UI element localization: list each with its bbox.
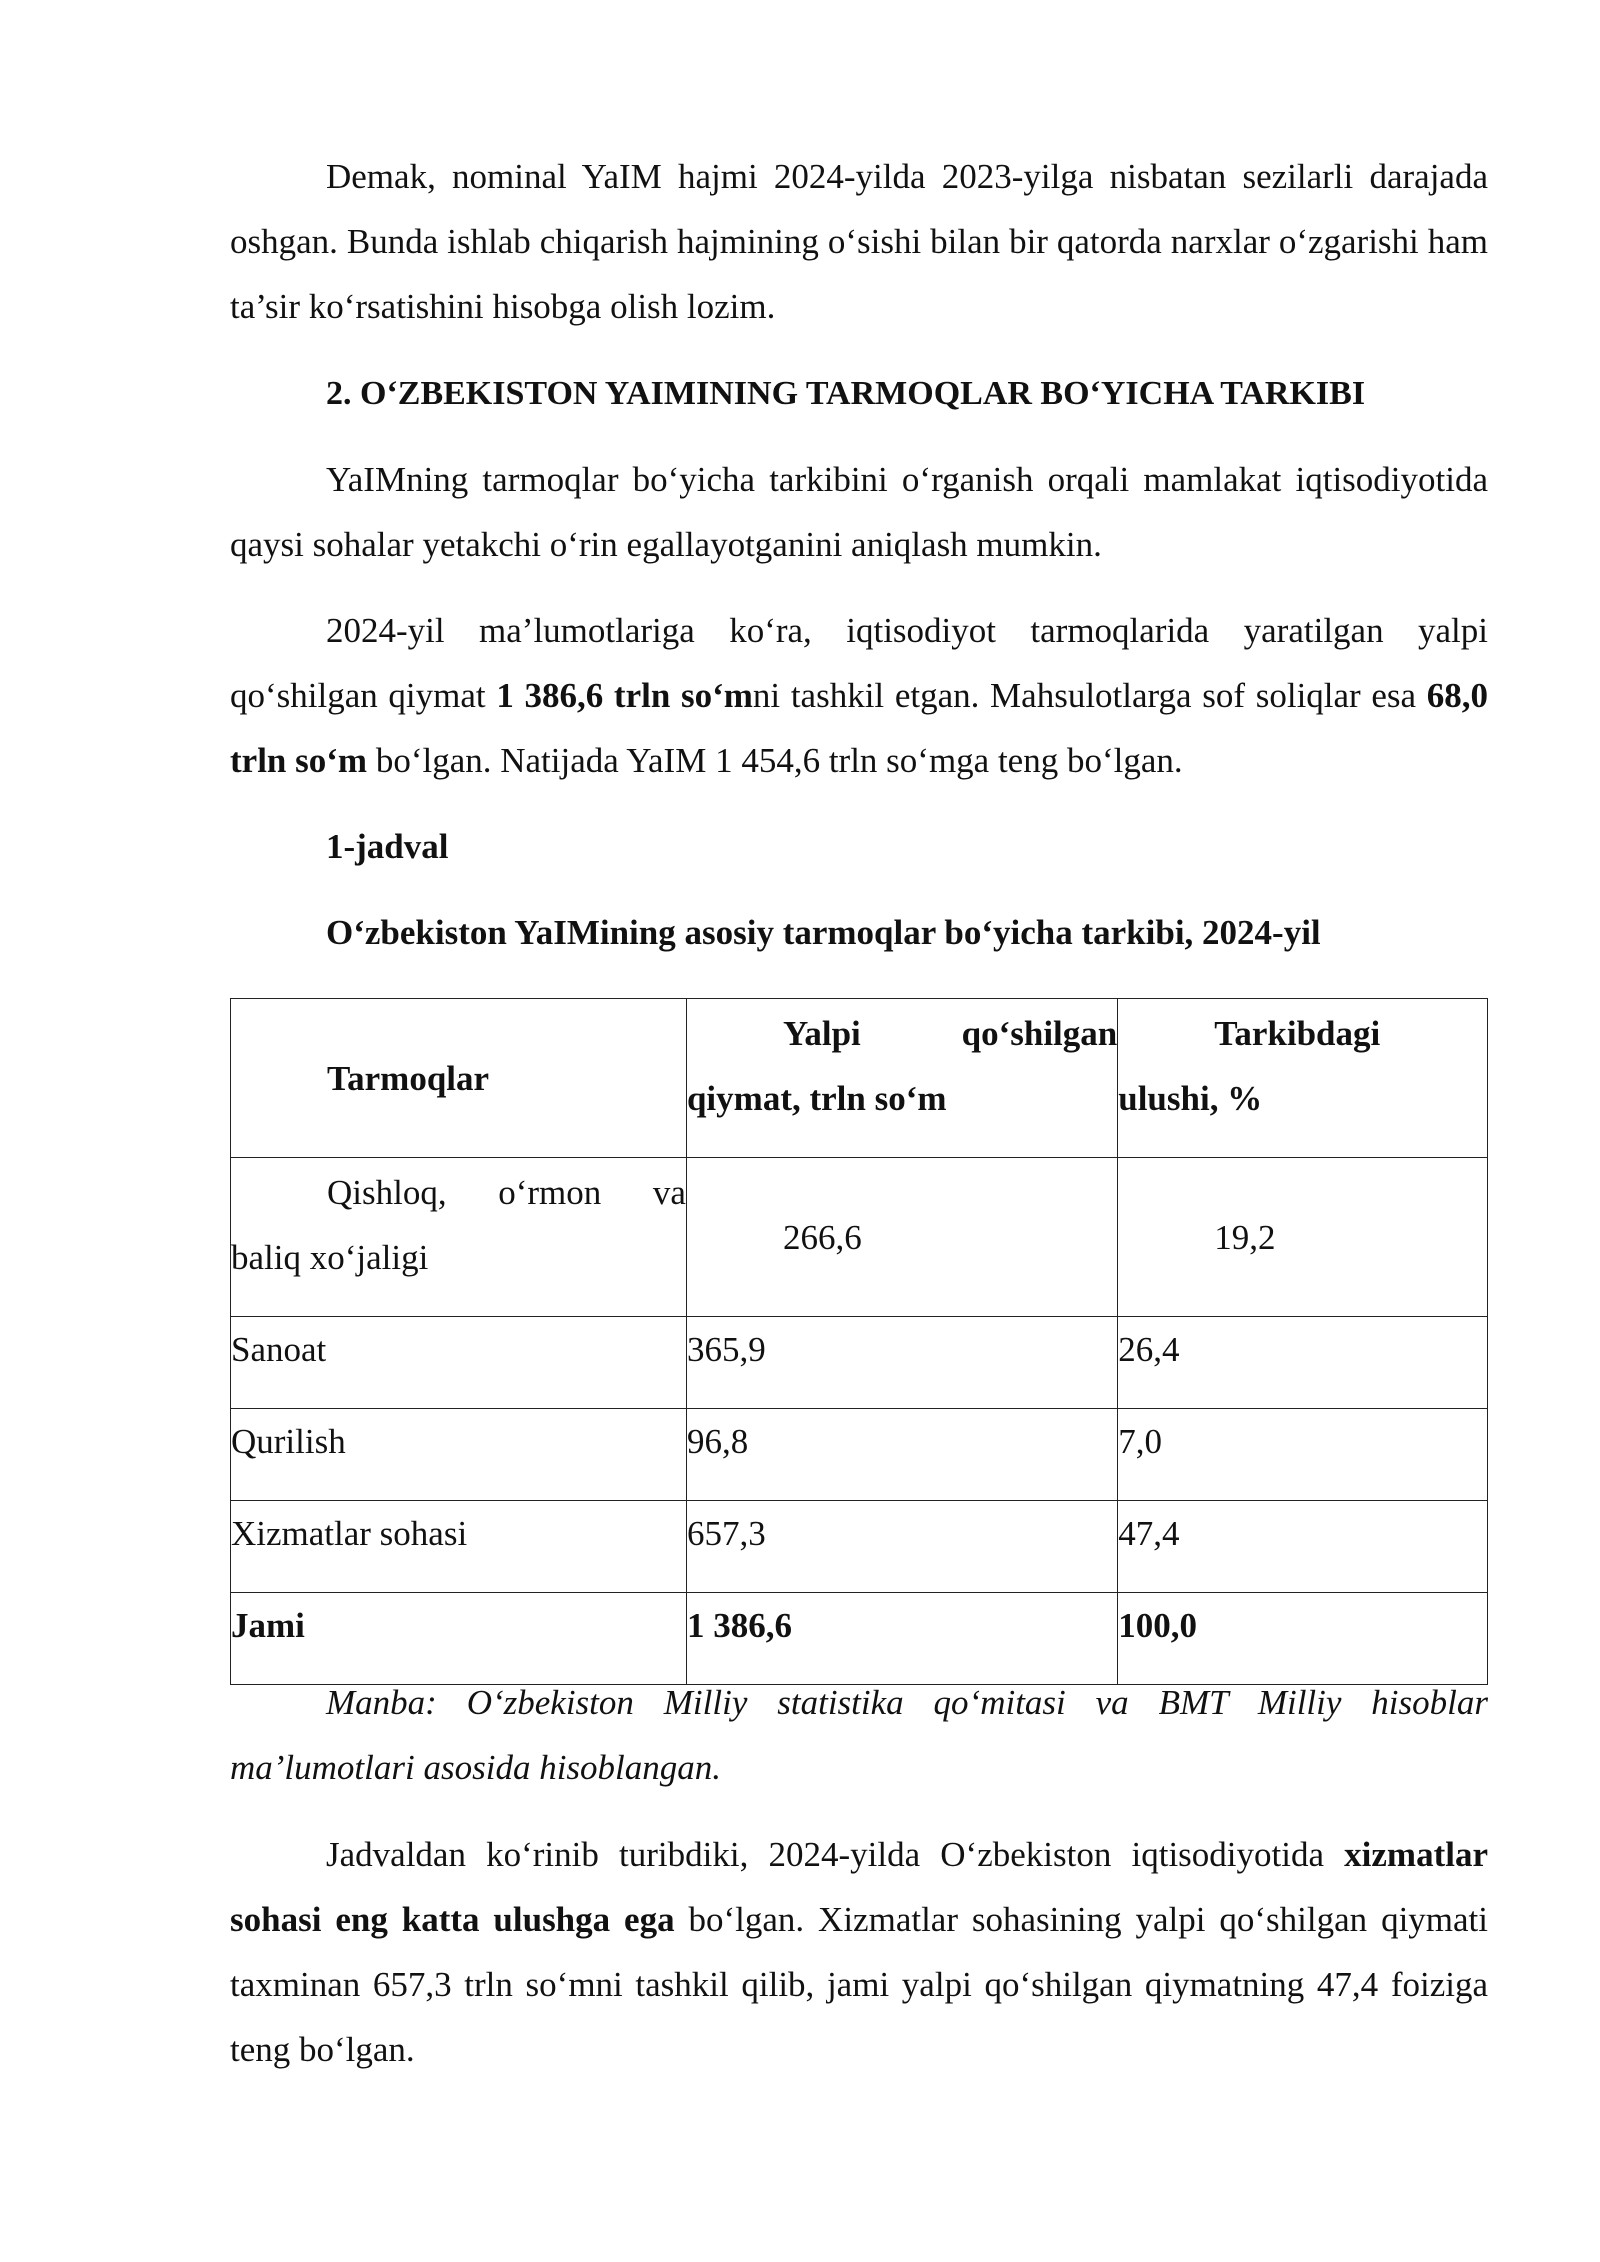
- text-part: 2024-yil ma’lumotlariga ko‘ra, iqtisodiyot tarmoqlarida yaratilgan yalpi qo‘shilgan qiymat: [230, 611, 1488, 715]
- cell-value: 96,8: [686, 1409, 1117, 1501]
- header-share: [1118, 999, 1488, 1158]
- table-row: [231, 1317, 1488, 1409]
- table-row: [231, 1409, 1488, 1501]
- table-row: [231, 1158, 1488, 1317]
- header-text: qiymat, trln so‘m: [686, 1079, 947, 1118]
- header-value: [686, 999, 1117, 1158]
- cell-share: 19,2: [1118, 1158, 1488, 1317]
- paragraph-intro: Demak, nominal YaIM hajmi 2024-yilda 2023-yilga nisbatan sezilarli darajada oshgan. Bunda ishlab chiqarish hajmining o‘sishi bilan bir qatorda narxlar o‘zgarishi ham ta’sir ko‘rsatishini hisobga olish lozim.: [230, 157, 1488, 326]
- text-part: Jadvaldan ko‘rinib turibdiki, 2024-yilda O‘zbekiston iqtisodiyotida: [326, 1835, 1345, 1874]
- paragraph-conclusion: [230, 1822, 1488, 2082]
- header-text: Tarkibdagi: [1214, 1014, 1381, 1053]
- cell-share: 7,0: [1118, 1409, 1488, 1501]
- cell-text: va: [652, 1173, 686, 1212]
- table-row: [231, 1501, 1488, 1593]
- table-caption: O‘zbekiston YaIMining asosiy tarmoqlar bo‘yicha tarkibi, 2024-yil: [326, 913, 1321, 952]
- text-part: ni tashkil etgan. Mahsulotlarga sof soliqlar esa: [752, 676, 1427, 715]
- cell-sector: Qurilish: [231, 1409, 687, 1501]
- section-heading: 2. O‘ZBEKISTON YAIMINING TARMOQLAR BO‘YICHA TARKIBI: [326, 375, 1366, 412]
- cell-sector: Sanoat: [231, 1317, 687, 1409]
- cell-sector: Xizmatlar sohasi: [231, 1501, 687, 1593]
- text-part: bo‘lgan. Natijada YaIM 1 454,6 trln so‘mga teng bo‘lgan.: [367, 741, 1183, 780]
- bold-value-taxes: 68,0 trln so‘m: [230, 676, 1488, 780]
- cell-text: o‘rmon: [498, 1173, 602, 1212]
- cell-total-share: 100,0: [1118, 1593, 1488, 1685]
- cell-value: 365,9: [686, 1317, 1117, 1409]
- header-sectors: Tarmoqlar: [231, 999, 687, 1158]
- cell-share: 47,4: [1118, 1501, 1488, 1593]
- header-text: ulushi, %: [1118, 1079, 1263, 1118]
- header-text: qo‘shilgan: [961, 1014, 1118, 1053]
- table-label: 1-jadval: [326, 827, 449, 866]
- paragraph-structure: YaIMning tarmoqlar bo‘yicha tarkibini o‘rganish orqali mamlakat iqtisodiyotida qaysi sohalar yetakchi o‘rin egallayotganini aniqlash mumkin.: [230, 460, 1488, 564]
- cell-total-label: Jami: [231, 1593, 687, 1685]
- cell-value: 657,3: [686, 1501, 1117, 1593]
- cell-total-value: 1 386,6: [686, 1593, 1117, 1685]
- cell-text: baliq xo‘jaligi: [231, 1238, 429, 1277]
- paragraph-gdp-values: [230, 598, 1488, 793]
- table-source-note: Manba: O‘zbekiston Milliy statistika qo‘mitasi va BMT Milliy hisoblar ma’lumotlari asosida hisoblangan.: [230, 1683, 1488, 1787]
- cell-text: Qishloq,: [327, 1173, 447, 1212]
- text-part: bo‘lgan. Xizmatlar sohasining yalpi qo‘shilgan qiymati taxminan 657,3 trln so‘mni tashkil qilib, jami yalpi qo‘shilgan qiymatning 47,4 foiziga teng bo‘lgan.: [230, 1900, 1488, 2069]
- cell-sector: [231, 1158, 687, 1317]
- cell-share: 26,4: [1118, 1317, 1488, 1409]
- table-header-row: [231, 999, 1488, 1158]
- bold-value-gva: 1 386,6 trln so‘m: [496, 676, 753, 715]
- gdp-sectors-table: [230, 998, 1488, 1685]
- header-text: Yalpi: [782, 1014, 861, 1053]
- cell-value: 266,6: [686, 1158, 1117, 1317]
- bold-emphasis: xizmatlar sohasi eng katta ulushga ega: [230, 1835, 1488, 1939]
